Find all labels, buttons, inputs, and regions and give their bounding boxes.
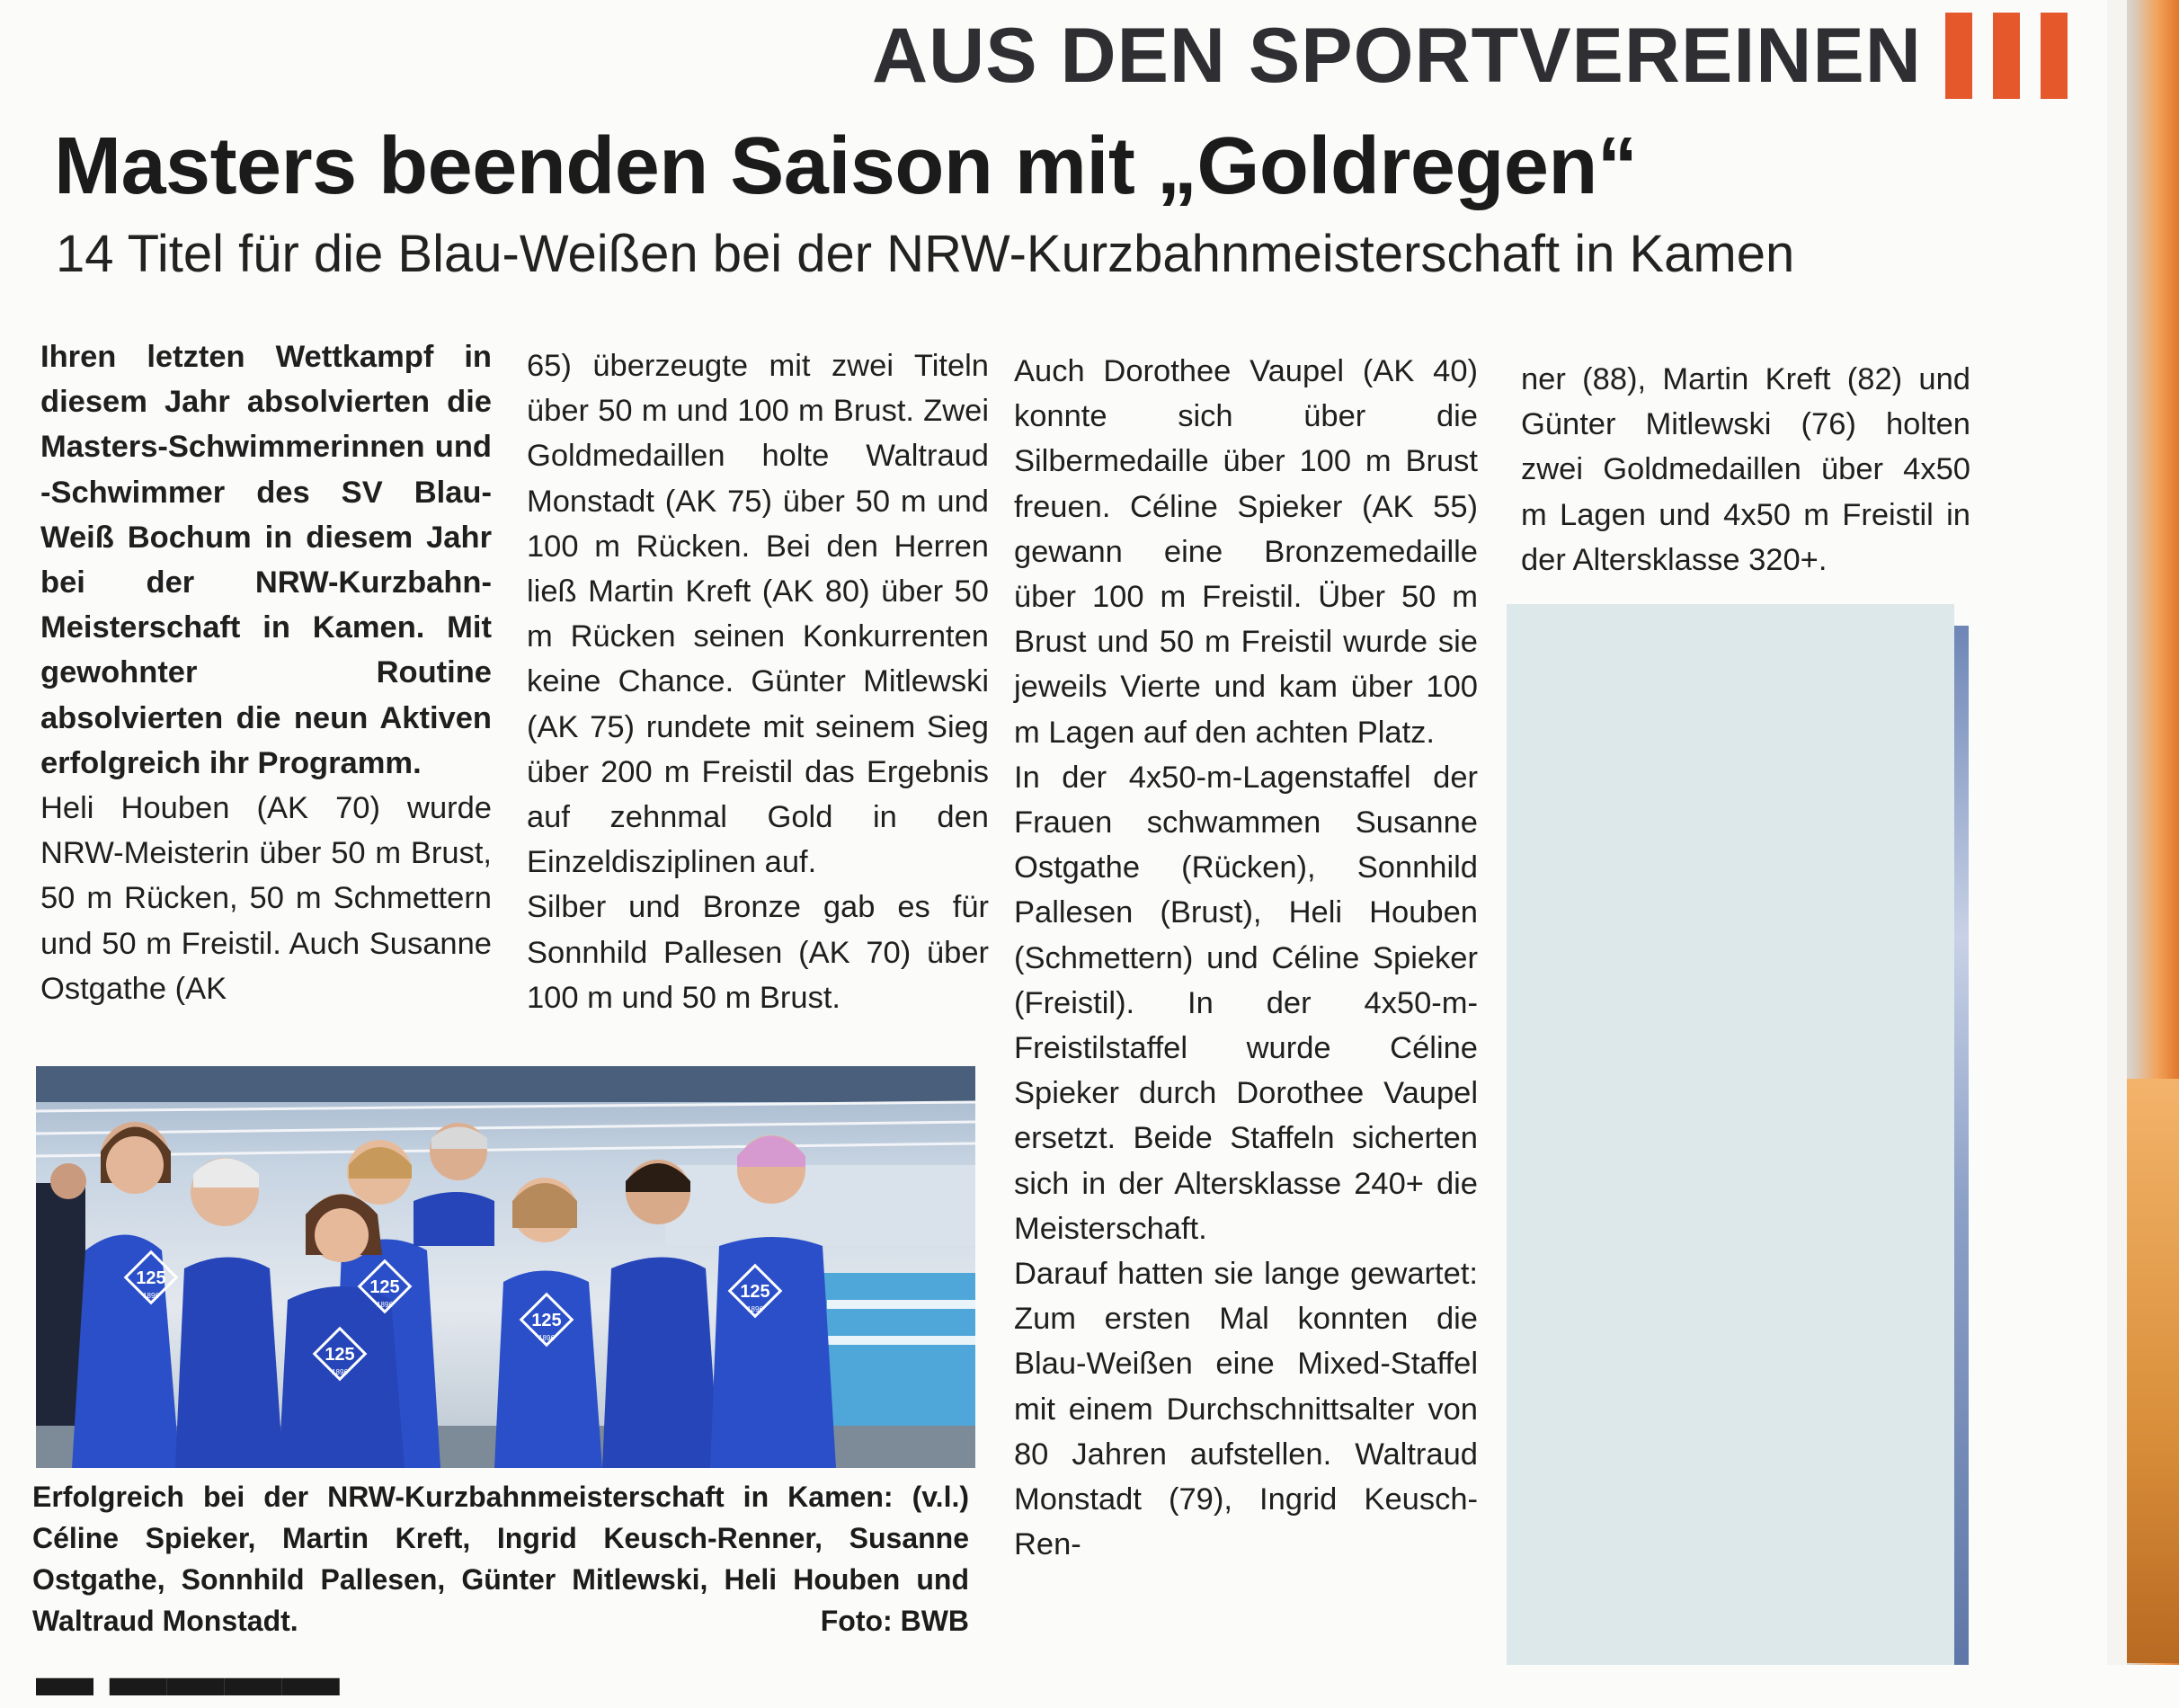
photo-caption — [32, 1476, 969, 1641]
shirt-number: 125 — [740, 1282, 770, 1302]
article-paragraph: ner (88), Martin Kreft (82) und Günter Mitlewski (76) holten zwei Goldmedaillen über 4x50 m Lagen und 4x50 m Freistil in der Altersklasse 320+. — [1521, 362, 1970, 577]
article-lead: Ihren letzten Wettkampf in diesem Jahr absolvierten die Masters-Schwimmerinnen und -Schwimmer des SV Blau-Weiß Bochum in diesem Jahr bei der NRW-Kurzbahn-Meisterschaft in Kamen. Mit gewohnter Routine absolvierten die neun Aktiven erfolgreich ihr Programm. — [40, 340, 492, 780]
next-page-edge — [2127, 1079, 2179, 1663]
article-paragraph: Auch Dorothee Vaupel (AK 40) konnte sich über die Silbermedaille über 100 m Brust freuen. Céline Spieker (AK 55) gewann eine Bronzemedaille über 100 m Freistil. Über 50 m Brust und 50 m Freistil wurde sie jeweils Vierte und kam über 100 m Lagen auf den achten Platz. — [1014, 354, 1478, 750]
article-paragraph: In der 4x50-m-Lagenstaffel der Frauen schwammen Susanne Ostgathe (Rücken), Sonnhild Pallesen (Brust), Heli Houben (Schmettern) und Céline Spieker (Freistil). In der 4x50-m-Freistilstaffel wurde Céline Spieker durch Dorothee Vaupel ersetzt. Beide Staffeln sicherten sich in der Altersklasse 240+ die Meisterschaft. — [1014, 760, 1478, 1246]
article-column-2 — [527, 343, 989, 1020]
article-column-1 — [40, 334, 492, 1011]
adjacent-photo-edge — [1954, 626, 1969, 1665]
article-paragraph: Heli Houben (AK 70) wurde NRW-Meisterin über 50 m Brust, 50 m Rücken, 50 m Schmettern und 50 m Freistil. Auch Susanne Ostgathe (AK — [40, 791, 492, 1006]
team-photo — [36, 1066, 975, 1468]
caption-text: Erfolgreich bei der NRW-Kurzbahnmeisterschaft in Kamen: (v.l.) Céline Spieker, Martin Kreft, Ingrid Keusch-Renner, Susanne Ostgathe, Sonnhild Pallesen, Günter Mitlewski, Heli Houben und Waltraud Monstadt. — [32, 1481, 969, 1637]
article-paragraph: 65) überzeugte mit zwei Titeln über 50 m und 100 m Brust. Zwei Goldmedaillen holte Waltraud Monstadt (AK 75) über 50 m und 100 m Rücken. Bei den Herren ließ Martin Kreft (AK 80) über 50 m Rücken seinen Konkurrenten keine Chance. Günter Mitlewski (AK 75) rundete mit seinem Sieg über 200 m Freistil das Ergebnis auf zehnmal Gold in den Einzeldisziplinen auf. — [527, 349, 989, 880]
article-paragraph: Silber und Bronze gab es für Sonnhild Pallesen (AK 70) über 100 m und 50 m Brust. — [527, 890, 989, 1015]
accent-bar — [1945, 13, 1972, 99]
section-header: AUS DEN SPORTVEREINEN — [872, 13, 1922, 99]
shirt-year: 1896 — [747, 1305, 763, 1313]
shirt-year: 1896 — [143, 1292, 159, 1300]
shirt-number: 125 — [325, 1345, 355, 1365]
team-photo-illustration — [36, 1066, 975, 1468]
shirt-number: 125 — [136, 1268, 166, 1288]
shirt-year: 1896 — [332, 1368, 348, 1376]
photo-credit: Foto: BWB — [820, 1605, 969, 1637]
shirt-year: 1896 — [377, 1301, 393, 1309]
accent-bar — [1993, 13, 2020, 99]
section-accent-bars — [1945, 13, 2088, 99]
article-column-4 — [1521, 357, 1970, 583]
headline: Masters beenden Saison mit „Goldregen“ — [54, 121, 1638, 211]
page-edge-right — [2107, 0, 2179, 1665]
page-edge-strip — [2107, 0, 2127, 1665]
accent-bar — [2041, 13, 2068, 99]
article-column-3 — [1014, 349, 1478, 1567]
advertisement-placeholder — [1507, 604, 1954, 1665]
shirt-year: 1896 — [538, 1334, 555, 1342]
shirt-number: 125 — [531, 1311, 562, 1330]
article-paragraph: Darauf hatten sie lange gewartet: Zum ersten Mal konnten die Blau-Weißen eine Mixed-Staffel mit einem Durchschnittsalter von 80 Jahren aufstellen. Waltraud Monstadt (79), Ingrid Keusch-Ren- — [1014, 1257, 1478, 1562]
cut-off-next-headline: ▬ ▬▬▬▬ — [36, 1643, 340, 1708]
subheadline: 14 Titel für die Blau-Weißen bei der NRW-Kurzbahnmeisterschaft in Kamen — [56, 225, 1795, 283]
shirt-number: 125 — [369, 1277, 400, 1297]
